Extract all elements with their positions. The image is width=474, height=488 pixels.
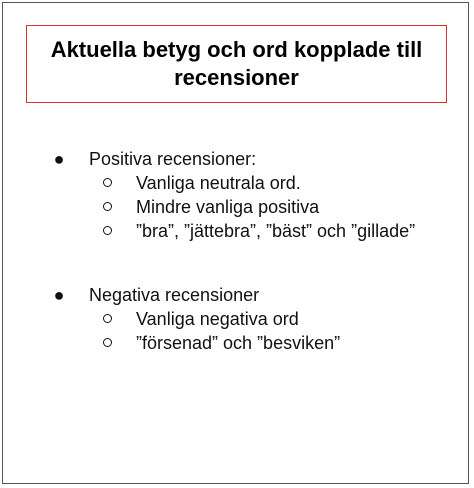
title-box [26,25,447,103]
sub-bullet [3,307,468,331]
bullet-negative-reviews [3,283,468,307]
sub-bullet [3,331,468,355]
sub-bullet-circle-icon [103,178,112,187]
bullet-list [3,147,468,355]
bullet-dot-icon: ● [53,149,65,169]
sub-bullet-circle-icon [103,314,112,323]
sub-bullet-circle-icon [103,226,112,235]
sub-bullet-text: ”bra”, ”jättebra”, ”bäst” och ”gillade” [136,221,416,241]
section-positive [3,147,468,243]
sub-bullet [3,219,468,243]
section-spacer [3,243,468,283]
slide-title: Aktuella betyg och ord kopplade till recensioner [50,37,423,90]
bullet-label: Positiva recensioner: [89,149,257,169]
sub-bullet-circle-icon [103,338,112,347]
bullet-dot-icon: ● [53,285,65,305]
sub-bullet-circle-icon [103,202,112,211]
sub-bullet-text: Vanliga neutrala ord. [136,173,301,193]
sub-bullet-text: Vanliga negativa ord [136,309,299,329]
sub-bullet [3,195,468,219]
bullet-label: Negativa recensioner [89,285,260,305]
section-negative [3,283,468,355]
slide-page [2,2,469,484]
bullet-positive-reviews [3,147,468,171]
sub-bullet-text: Mindre vanliga positiva [136,197,320,217]
sub-bullet [3,171,468,195]
sub-bullet-text: ”försenad” och ”besviken” [136,333,341,353]
